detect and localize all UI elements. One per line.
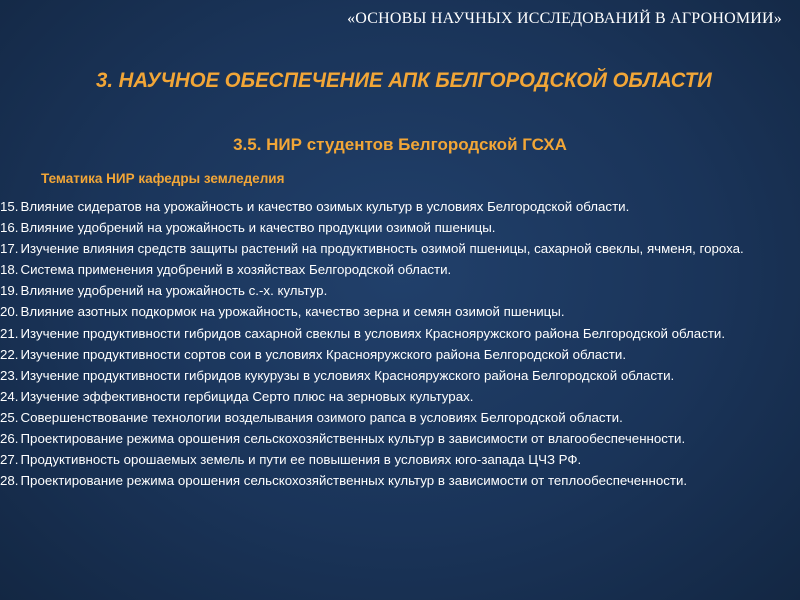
topic-item xyxy=(0,301,790,322)
topic-number: 21. xyxy=(0,325,19,341)
topic-item xyxy=(0,449,790,470)
topic-number: 20. xyxy=(0,304,19,320)
topic-text: Изучение продуктивности гибридов кукурузы в условиях Краснояружского района Белгородской области. xyxy=(20,367,675,383)
topic-item xyxy=(0,344,790,365)
topic-text: Совершенствование технологии возделывания озимого рапса в условиях Белгородской области. xyxy=(20,409,623,425)
topic-item xyxy=(0,259,790,280)
topic-number: 19. xyxy=(0,283,19,299)
topic-text: Проектирование режима орошения сельскохозяйственных культур в зависимости от теплообеспеченности. xyxy=(20,473,688,489)
topic-number: 22. xyxy=(0,346,19,362)
topic-number: 26. xyxy=(0,431,19,447)
topic-item xyxy=(0,428,790,449)
course-title: «ОСНОВЫ НАУЧНЫХ ИССЛЕДОВАНИЙ В АГРОНОМИИ» xyxy=(347,10,782,27)
topic-number: 16. xyxy=(0,220,19,236)
topic-item xyxy=(0,323,790,344)
topic-text: Влияние удобрений на урожайность с.-х. культур. xyxy=(20,283,328,299)
topic-number: 28. xyxy=(0,473,19,489)
topic-text: Влияние удобрений на урожайность и качество продукции озимой пшеницы. xyxy=(20,220,496,236)
topic-item xyxy=(0,280,790,301)
topic-item xyxy=(0,238,790,259)
topic-item xyxy=(0,217,790,238)
topic-item xyxy=(0,196,790,217)
topic-text: Изучение эффективности гербицида Серто плюс на зерновых культурах. xyxy=(20,388,474,404)
subsection-title: 3.5. НИР студентов Белгородской ГСХА xyxy=(233,135,567,154)
topic-text: Проектирование режима орошения сельскохозяйственных культур в зависимости от влагообеспеченности. xyxy=(20,431,686,447)
topic-item xyxy=(0,386,790,407)
topic-text: Изучение продуктивности гибридов сахарной свеклы в условиях Краснояружского района Белгородской области. xyxy=(20,325,726,341)
topic-text: Изучение продуктивности сортов сои в условиях Краснояружского района Белгородской области. xyxy=(20,346,627,362)
section-title: 3. НАУЧНОЕ ОБЕСПЕЧЕНИЕ АПК БЕЛГОРОДСКОЙ ОБЛАСТИ xyxy=(96,69,712,92)
topic-list xyxy=(0,196,790,491)
topic-number: 27. xyxy=(0,452,19,468)
topic-text: Влияние сидератов на урожайность и качество озимых культур в условиях Белгородской области. xyxy=(20,199,630,214)
topic-item xyxy=(0,407,790,428)
topic-text: Система применения удобрений в хозяйствах Белгородской области. xyxy=(20,262,452,278)
topic-number: 15. xyxy=(0,199,19,214)
topic-item xyxy=(0,365,790,386)
topic-number: 24. xyxy=(0,388,19,404)
topic-text: Изучение влияния средств защиты растений на продуктивность озимой пшеницы, сахарной свеклы, ячменя, гороха. xyxy=(20,241,744,257)
topic-number: 25. xyxy=(0,409,19,425)
topic-number: 18. xyxy=(0,262,19,278)
topic-text: Влияние азотных подкормок на урожайность, качество зерна и семян озимой пшеницы. xyxy=(20,304,565,320)
topic-number: 23. xyxy=(0,367,19,383)
topic-text: Продуктивность орошаемых земель и пути ее повышения в условиях юго-запада ЦЧЗ РФ. xyxy=(20,452,582,468)
topic-item xyxy=(0,470,790,491)
topic-number: 17. xyxy=(0,241,19,257)
topic-heading: Тематика НИР кафедры земледелия xyxy=(41,171,285,186)
